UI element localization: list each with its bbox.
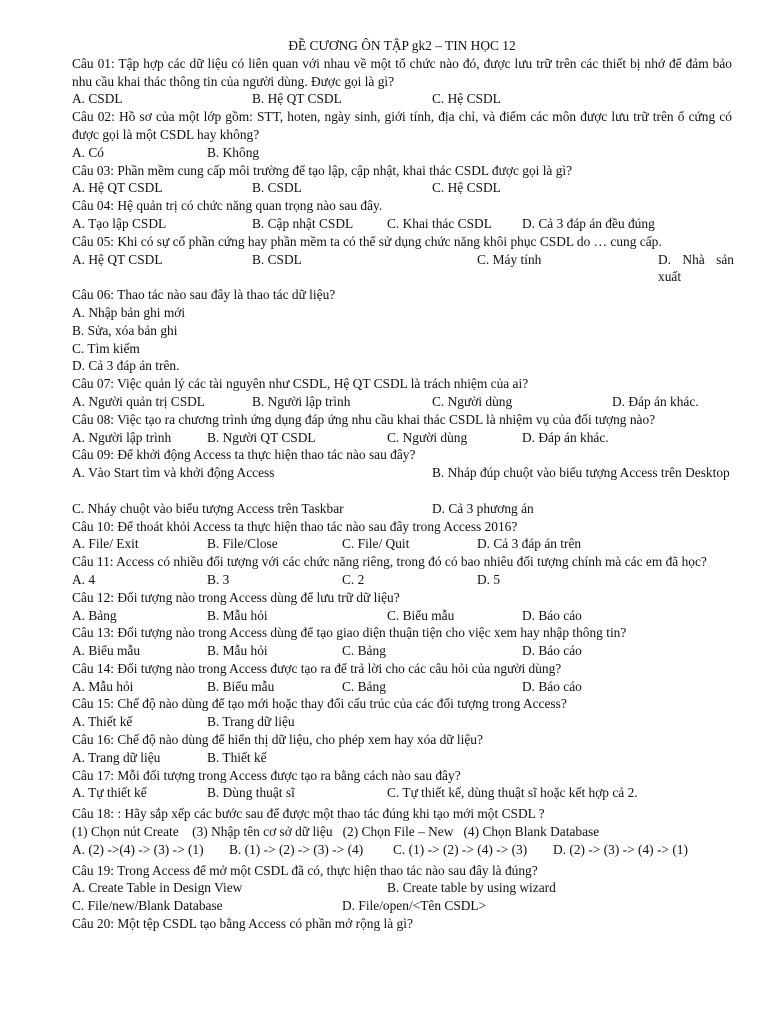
option: C. Người dùng	[432, 393, 513, 409]
option: C. Nháy chuột vào biểu tượng Access trên Taskbar	[72, 500, 344, 516]
option: C. Khai thác CSDL	[387, 215, 492, 231]
question-19: Câu 19: Trong Access để mở một CSDL đã có, thực hiện thao tác nào sau đây là đúng?	[72, 862, 538, 878]
options-row	[72, 500, 732, 518]
option: B. Hệ QT CSDL	[252, 91, 342, 107]
option: C. Bảng	[342, 643, 386, 659]
option: B. File/Close	[207, 536, 278, 552]
option: D. Báo cáo	[522, 643, 582, 659]
question-14: Câu 14: Đối tượng nào trong Access được tạo ra để trả lời cho các câu hỏi của người dùng?	[72, 660, 562, 676]
question-17: Câu 17: Mỗi đối tượng trong Access được tạo ra bằng cách nào sau đây?	[72, 767, 461, 783]
question-3: Câu 03: Phần mềm cung cấp môi trường để tạo lập, cập nhật, khai thác CSDL được gọi là gì?	[72, 162, 573, 178]
option: A. Người lập trình	[72, 429, 172, 445]
options-row	[72, 713, 732, 731]
option: C. (1) -> (2) -> (4) -> (3)	[393, 841, 528, 857]
option: D. Báo cáo	[522, 678, 582, 694]
option: A. Bảng	[72, 607, 117, 623]
option: B. Mẫu hỏi	[207, 607, 268, 623]
option: A. Hệ QT CSDL	[72, 251, 163, 267]
option: C. 2	[342, 571, 365, 587]
option: A. Người quản trị CSDL	[72, 393, 205, 409]
options-row	[72, 393, 732, 411]
question-8: Câu 08: Việc tạo ra chương trình ứng dụng đáp ứng nhu cầu khai thác CSDL là nhiệm vụ của đối tượng nào?	[72, 411, 656, 427]
option: D. File/open/<Tên CSDL>	[342, 898, 487, 914]
option: B. Người QT CSDL	[207, 429, 316, 445]
option: A. Biểu mẫu	[72, 643, 141, 659]
question-10: Câu 10: Để thoát khỏi Access ta thực hiện thao tác nào sau đây trong Access 2016?	[72, 518, 518, 534]
option: B. CSDL	[252, 251, 302, 267]
option: A. CSDL	[72, 91, 123, 107]
option: B. Không	[207, 144, 260, 160]
options-row	[72, 879, 732, 897]
question-12: Câu 12: Đối tượng nào trong Access dùng để lưu trữ dữ liệu?	[72, 589, 400, 605]
option: A. Vào Start tìm và khởi động Access	[72, 465, 275, 481]
question-9: Câu 09: Để khởi động Access ta thực hiện thao tác nào sau đây?	[72, 447, 416, 463]
option: D. Cả 3 đáp án trên	[477, 536, 582, 552]
options-row	[72, 429, 732, 447]
option: C. Biểu mẫu	[387, 607, 455, 623]
option: A. Hệ QT CSDL	[72, 180, 163, 196]
option: C. Hệ CSDL	[432, 91, 501, 107]
option: A. Mẫu hỏi	[72, 678, 134, 694]
option: B. Create table by using wizard	[387, 880, 556, 896]
question-20: Câu 20: Một tệp CSDL tạo bằng Access có phần mở rộng là gì?	[72, 916, 413, 932]
option: D. (2) -> (3) -> (4) -> (1)	[553, 841, 688, 857]
question-13: Câu 13: Đối tượng nào trong Access dùng để tạo giao diện thuận tiện cho việc xem hay nhập thông tin?	[72, 625, 627, 641]
options-row	[72, 841, 732, 859]
option: C. Hệ CSDL	[432, 180, 501, 196]
question-1: Câu 01: Tập hợp các dữ liệu có liên quan với nhau về một tổ chức nào đó, được lưu trữ trên các thiết bị nhớ để đảm bảo nhu cầu khai thác thông tin của người dùng. Được gọi là gì?	[72, 55, 732, 89]
option: D. Cả 3 đáp án trên.	[72, 358, 180, 374]
question-7: Câu 07: Việc quản lý các tài nguyên như CSDL, Hệ QT CSDL là trách nhiệm của ai?	[72, 376, 529, 392]
option: B. CSDL	[252, 180, 302, 196]
option: C. Bảng	[342, 678, 386, 694]
option: B. Cập nhật CSDL	[252, 215, 354, 231]
options-row	[72, 90, 732, 108]
option: A. Tự thiết kế	[72, 785, 147, 801]
options-row	[72, 464, 732, 500]
question-11: Câu 11: Access có nhiều đối tượng với các chức năng riêng, trong đó có bao nhiêu đối tượng chính mà các em đã học?	[72, 554, 707, 570]
option: C. Người dùng	[387, 429, 468, 445]
page-title: ĐỀ CƯƠNG ÔN TẬP gk2 – TIN HỌC 12	[288, 38, 516, 53]
options-row	[72, 784, 732, 802]
option: C. Máy tính	[477, 251, 542, 267]
option: B. 3	[207, 571, 230, 587]
question-2: Câu 02: Hồ sơ của một lớp gồm: STT, hoten, ngày sinh, giới tính, địa chỉ, và điểm các môn được lưu trữ trên ổ cứng có được gọi là một CSDL hay không?	[72, 109, 732, 142]
option: A. 4	[72, 571, 96, 587]
question-16: Câu 16: Chế độ nào dùng để hiển thị dữ liệu, cho phép xem hay xóa dữ liệu?	[72, 732, 483, 748]
option: C. File/new/Blank Database	[72, 898, 223, 914]
question-5: Câu 05: Khi có sự cố phần cứng hay phần mềm ta có thể sử dụng chức năng khôi phục CSDL do … cung cấp.	[72, 233, 662, 249]
option: B. Nháp đúp chuột vào biểu tượng Access trên Desktop	[432, 465, 730, 481]
options-row	[72, 144, 732, 162]
option: D. Đáp án khác.	[522, 429, 609, 445]
question-4: Câu 04: Hệ quản trị có chức năng quan trọng nào sau đây.	[72, 198, 383, 214]
steps-list: (1) Chọn nút Create (3) Nhập tên cơ sở dữ liệu (2) Chọn File – New (4) Chọn Blank Database	[72, 824, 600, 840]
option: C. Tìm kiếm	[72, 340, 140, 356]
options-row	[72, 607, 732, 625]
option: D. Báo cáo	[522, 607, 582, 623]
options-row	[72, 897, 732, 915]
document-page	[72, 37, 732, 933]
option: B. Người lập trình	[252, 393, 351, 409]
option: A. Nhập bản ghi mới	[72, 304, 186, 320]
question-18: Câu 18: : Hãy sắp xếp các bước sau để được một thao tác đúng khi tạo mới một CSDL ?	[72, 806, 545, 822]
option: D. Nhà sản xuất	[658, 251, 734, 285]
option: D. Cả 3 phương án	[432, 500, 534, 516]
question-6: Câu 06: Thao tác nào sau đây là thao tác dữ liệu?	[72, 287, 336, 303]
options-row	[72, 179, 732, 197]
options-row	[72, 535, 732, 553]
option: A. Create Table in Design View	[72, 880, 243, 896]
option: A. Có	[72, 144, 104, 160]
option: B. (1) -> (2) -> (3) -> (4)	[229, 841, 364, 857]
option: D. Đáp án khác.	[612, 393, 699, 409]
option: C. File/ Quit	[342, 536, 410, 552]
options-row	[72, 678, 732, 696]
option: A. (2) ->(4) -> (3) -> (1)	[72, 841, 204, 857]
options-row	[72, 215, 732, 233]
option: B. Mẫu hỏi	[207, 643, 268, 659]
option: A. File/ Exit	[72, 536, 139, 552]
option: D. 5	[477, 571, 501, 587]
options-row	[72, 251, 734, 285]
option: D. Cả 3 đáp án đều đúng	[522, 215, 655, 231]
option: A. Tạo lập CSDL	[72, 215, 167, 231]
question-15: Câu 15: Chế độ nào dùng để tạo mới hoặc thay đổi cấu trúc của các đối tượng trong Access?	[72, 696, 567, 712]
option: C. Tự thiết kế, dùng thuật sĩ hoặc kết hợp cả 2.	[387, 785, 638, 801]
option: A. Trang dữ liệu	[72, 749, 161, 765]
option: B. Biểu mẫu	[207, 678, 275, 694]
option: A. Thiết kế	[72, 714, 133, 730]
options-row	[72, 642, 732, 660]
option: B. Dùng thuật sĩ	[207, 785, 295, 801]
option: B. Trang dữ liệu	[207, 714, 295, 730]
options-row	[72, 749, 732, 767]
option: B. Sửa, xóa bản ghi	[72, 322, 178, 338]
option: B. Thiết kế	[207, 749, 267, 765]
options-row	[72, 571, 732, 589]
